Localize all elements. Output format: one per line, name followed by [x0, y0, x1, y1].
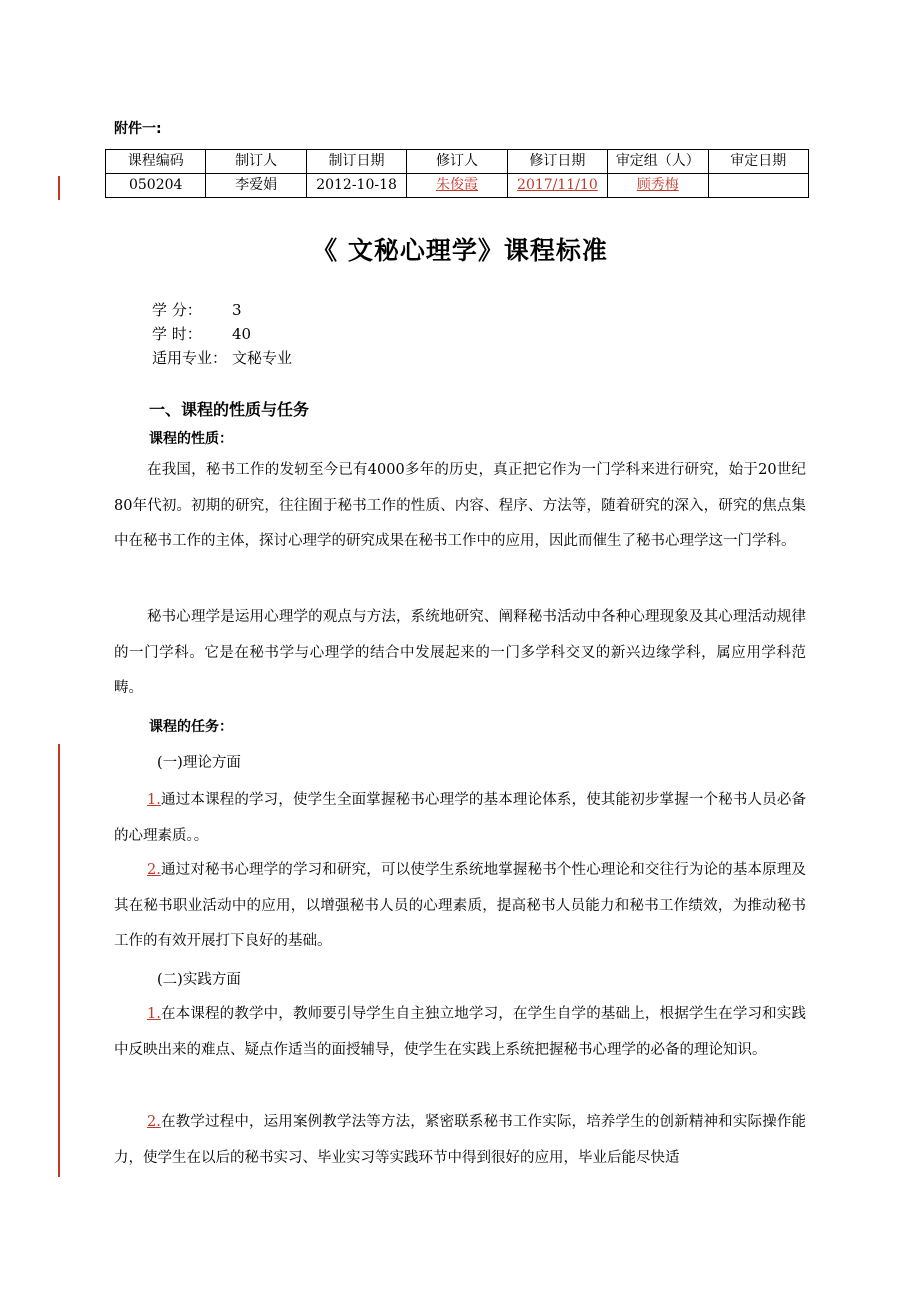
list-item — [114, 783, 806, 854]
info-credit — [152, 298, 242, 322]
info-value: 40 — [232, 325, 252, 343]
list-item — [114, 853, 806, 960]
info-value: 文秘专业 — [232, 349, 293, 367]
table-header-cell: 审定日期 — [708, 150, 808, 174]
table-cell: 朱俊霞 — [407, 174, 507, 198]
item-text: 在教学过程中，运用案例教学法等方法，紧密联系秘书工作实际，培养学生的创新精神和实际操作能力，使学生在以后的秘书实习、毕业实习等实践环节中得到很好的应用，毕业后能尽快适 — [114, 1114, 806, 1166]
item-text: 通过对秘书心理学的学习和研究，可以使学生系统地掌握秘书个性心理论和交往行为论的基本原理及其在秘书职业活动中的应用，以增强秘书人员的心理素质，提高秘书人员能力和秘书工作绩效，为推动秘书工作的有效开展打下良好的基础。 — [114, 862, 806, 949]
item-number: 1. — [147, 792, 161, 808]
paragraph: 秘书心理学是运用心理学的观点与方法，系统地研究、阐释秘书活动中各种心理现象及其心理活动规律的一门学科。它是在秘书学与心理学的结合中发展起来的一门多学科交叉的新兴边缘学科，属应用学科范畴。 — [114, 609, 806, 696]
nature-label: 课程的性质： — [149, 431, 233, 447]
course-meta-table — [105, 149, 809, 198]
table-cell — [708, 174, 808, 198]
info-hours — [152, 322, 251, 346]
item-number: 1. — [147, 1006, 161, 1022]
paragraph: 在我国，秘书工作的发轫至今已有4000多年的历史，真正把它作为一门学科来进行研究，始于20世纪80年代初。初期的研究，往往囿于秘书工作的性质、内容、程序、方法等，随着研究的深入，研究的焦点集中在秘书工作的主体，探讨心理学的研究成果在秘书工作中的应用，因此而催生了秘书心理学这一门学科。 — [114, 462, 806, 549]
table-header-cell: 审定组（人） — [608, 150, 708, 174]
table-header-cell: 制订人 — [206, 150, 306, 174]
info-label: 学 时： — [152, 325, 202, 343]
info-label: 学 分： — [152, 301, 202, 319]
table-cell: 2017/11/10 — [507, 174, 607, 198]
info-major — [152, 346, 292, 370]
item-text: 在本课程的教学中，教师要引导学生自主独立地学习，在学生自学的基础上，根据学生在学习和实践中反映出来的难点、疑点作适当的面授辅导，使学生在实践上系统把握秘书心理学的必备的理论知识。 — [114, 1006, 806, 1058]
table-cell: 050204 — [106, 174, 206, 198]
table-cell: 顾秀梅 — [608, 174, 708, 198]
list-item — [114, 997, 806, 1068]
item-number: 2. — [147, 862, 161, 878]
revision-bar — [58, 744, 60, 1177]
table-header-cell: 修订人 — [407, 150, 507, 174]
table-header-cell: 制订日期 — [306, 150, 406, 174]
info-value: 3 — [232, 301, 242, 319]
page-title: 《 文秘心理学》课程标准 — [312, 236, 608, 265]
info-label: 适用专业： — [152, 349, 228, 367]
attachment-label: 附件一: — [114, 121, 162, 137]
table-cell: 李爱娟 — [206, 174, 306, 198]
table-cell: 2012-10-18 — [306, 174, 406, 198]
table-header-row — [106, 150, 809, 174]
item-number: 2. — [147, 1114, 161, 1130]
table-row — [106, 174, 809, 198]
table-header-cell: 课程编码 — [106, 150, 206, 174]
list-item — [114, 1105, 806, 1176]
revision-bar — [58, 176, 60, 200]
table-header-cell: 修订日期 — [507, 150, 607, 174]
practice-label: (二)实践方面 — [157, 972, 241, 988]
section-heading: 一、课程的性质与任务 — [149, 400, 310, 419]
theory-label: (一)理论方面 — [157, 755, 241, 771]
task-label: 课程的任务： — [149, 719, 233, 735]
item-text: 通过本课程的学习，使学生全面掌握秘书心理学的基本理论体系，使其能初步掌握一个秘书人员必备的心理素质。。 — [114, 792, 806, 844]
